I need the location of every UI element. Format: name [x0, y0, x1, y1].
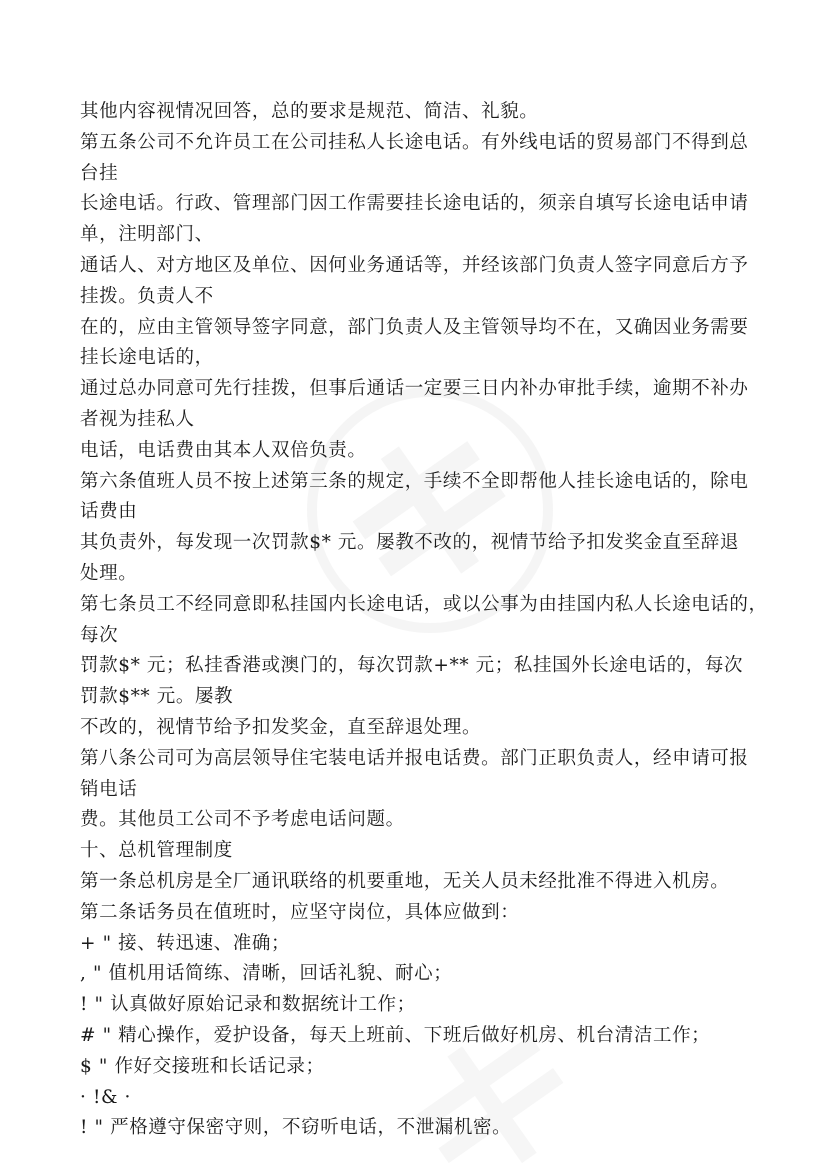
text-line: 第五条公司不允许员工在公司挂私人长途电话。有外线电话的贸易部门不得到总 — [80, 131, 749, 153]
text-line: 其负责外，每发现一次罚款$* 元。屡教不改的，视情节给予扣发奖金直至辞退 — [80, 532, 740, 554]
text-line: 挂长途电话的， — [80, 347, 214, 369]
page-number: · !& · — [80, 1086, 132, 1108]
text-line: 第六条值班人员不按上述第三条的规定，手续不全即帮他人挂长途电话的，除电 — [80, 470, 749, 492]
list-item: # " 精心操作，爱护设备，每天上班前、下班后做好机房、机台清洁工作； — [80, 1024, 711, 1046]
text-line: 在的，应由主管领导签字同意，部门负责人及主管领导均不在，又确因业务需要 — [80, 316, 749, 338]
text-line: 罚款$** 元。屡教 — [80, 686, 234, 708]
document-body — [80, 97, 768, 1144]
text-line: 罚款$* 元；私挂香港或澳门的，每次罚款+** 元；私挂国外长途电话的，每次 — [80, 655, 744, 677]
list-item: $ " 作好交接班和长话记录； — [80, 1055, 325, 1077]
text-line: 第二条话务员在值班时，应坚守岗位，具体应做到： — [80, 901, 520, 923]
list-item: + " 接、转迅速、准确； — [80, 932, 291, 954]
section-heading: 十、总机管理制度 — [80, 840, 233, 862]
text-line: 第一条总机房是全厂通讯联络的机要重地，无关人员未经批准不得进入机房。 — [80, 870, 730, 892]
text-line: 通过总办同意可先行挂拨，但事后通话一定要三日内补办审批手续，逾期不补办 — [80, 378, 749, 400]
list-item: ! " 严格遵守保密守则，不窃听电话，不泄漏机密。 — [80, 1117, 512, 1139]
list-item: ! " 认真做好原始记录和数据统计工作； — [80, 994, 416, 1016]
text-line: 费。其他员工公司不予考虑电话问题。 — [80, 809, 405, 831]
text-line: 第八条公司可为高层领导住宅装电话并报电话费。部门正职负责人，经申请可报 — [80, 747, 749, 769]
text-line: 单，注明部门、 — [80, 224, 214, 246]
text-line: 不改的，视情节给予扣发奖金，直至辞退处理。 — [80, 716, 482, 738]
text-line: 电话，电话费由其本人双倍负责。 — [80, 439, 367, 461]
text-line: 通话人、对方地区及单位、因何业务通话等，并经该部门负责人签字同意后方予 — [80, 254, 749, 276]
text-line: 话费由 — [80, 501, 138, 523]
text-line: 处理。 — [80, 562, 138, 584]
text-line: 挂拨。负责人不 — [80, 285, 214, 307]
text-line: 台挂 — [80, 162, 119, 184]
text-line: 其他内容视情况回答，总的要求是规范、简洁、礼貌。 — [80, 101, 539, 122]
list-item: , " 值机用话简练、清晰，回话礼貌、耐心； — [80, 963, 453, 985]
text-line: 者视为挂私人 — [80, 408, 195, 430]
text-line: 销电话 — [80, 778, 138, 800]
text-line: 长途电话。行政、管理部门因工作需要挂长途电话的，须亲自填写长途电话申请 — [80, 193, 749, 215]
text-line: 每次 — [80, 624, 119, 646]
text-line: 第七条员工不经同意即私挂国内长途电话，或以公事为由挂国内私人长途电话的， — [80, 593, 768, 615]
